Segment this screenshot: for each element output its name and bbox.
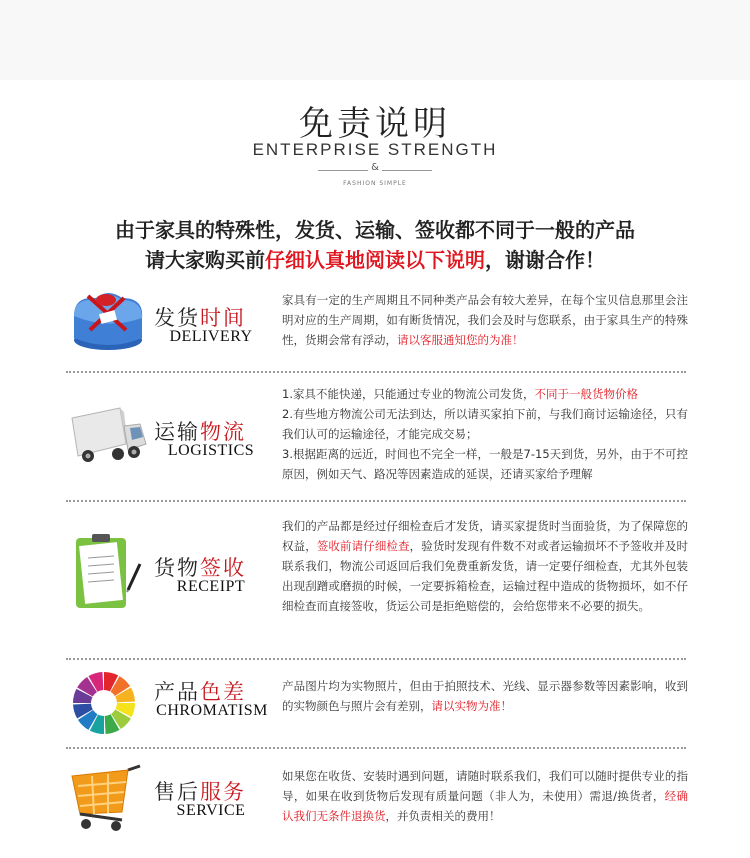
section-delivery-text <box>282 290 688 350</box>
page-title: 免责说明 <box>299 104 451 144</box>
section-chromatism <box>60 672 690 732</box>
section-logistics-cn-b: 物流 <box>200 420 246 444</box>
divider-line-right <box>382 170 432 171</box>
section-logistics <box>60 384 690 494</box>
top-banner-strip <box>0 0 750 80</box>
gift-box-icon <box>66 286 148 356</box>
chromatism-paragraph-red: 请以实物为准！ <box>431 699 512 713</box>
section-logistics-en-title: LOGISTICS <box>167 442 255 459</box>
separator <box>66 658 686 660</box>
section-delivery-cn-b: 时间 <box>200 306 246 330</box>
section-delivery-cn-a: 发货 <box>154 306 200 330</box>
receipt-paragraph-pre: 我们的产品都是经过仔细检查后才发货，请买家提货时当面验货，为了保障您的权益， <box>282 519 688 553</box>
section-receipt-text <box>282 516 688 616</box>
intro-line-2-pre: 请大家购买前 <box>145 248 265 272</box>
page-subtitle: ENTERPRISE STRENGTH <box>252 140 498 159</box>
section-delivery-en-title: DELIVERY <box>169 328 253 345</box>
section-receipt <box>60 516 690 646</box>
chromatism-paragraph: 产品图片均为实物照片，但由于拍照技术、光线、显示器参数等因素影响，收到的实物颜色与照片会有差别， <box>282 679 688 713</box>
delivery-paragraph: 家具有一定的生产周期且不同种类产品会有较大差异，在每个宝贝信息那里会注明对应的生产周期，如有断货情况，我们会及时与您联系，由于家具生产的特殊性，货期会常有浮动， <box>282 293 688 347</box>
separator <box>66 500 686 502</box>
receipt-paragraph-red: 签收前请仔细检查 <box>316 539 410 553</box>
ampersand-divider <box>0 162 750 178</box>
section-logistics-cn-a: 运输 <box>154 420 200 444</box>
service-paragraph-pre: 如果您在收货、安装时遇到问题，请随时联系我们，我们可以随时提供专业的指导，如果在收到货物后发现有质量问题（非人为，未使用）需退/换货者， <box>282 769 688 803</box>
section-receipt-en-title: RECEIPT <box>176 578 246 595</box>
section-service-cn-b: 服务 <box>200 780 246 804</box>
section-service <box>60 762 690 842</box>
receipt-paragraph-post: ，验货时发现有件数不对或者运输损坏不予签收并及时联系我们，物流公司返回后我们免费重新发货，请一定要仔细检查，尤其外包装出现刮蹭或磨损的时候，一定要拆箱检查，运输过程中造成的货物损坏，如不仔细检查而直接签收，货运公司是拒绝赔偿的，会给您带来不必要的损失。 <box>282 539 689 613</box>
delivery-paragraph-red: 请以客服通知您的为准！ <box>397 333 524 347</box>
section-chromatism-en-title: CHROMATISM <box>156 702 268 719</box>
logistics-item-1: 1.家具不能快递，只能通过专业的物流公司发货， <box>282 387 535 401</box>
intro-line-2-post: ，谢谢合作！ <box>485 248 605 272</box>
logistics-item-2: 2.有些地方物流公司无法到达，所以请买家拍下前，与我们商讨运输途径，只有我们认可的运输途径，才能完成交易； <box>282 407 688 441</box>
section-delivery <box>60 286 690 366</box>
clipboard-icon <box>66 532 148 618</box>
intro-line-2-highlight: 仔细认真地阅读以下说明 <box>265 248 485 272</box>
intro-line-1: 由于家具的特殊性，发货、运输、签收都不同于一般的产品 <box>115 218 635 242</box>
truck-icon <box>66 404 148 474</box>
section-chromatism-cn-b: 色差 <box>200 680 246 704</box>
section-service-cn-a: 售后 <box>154 780 200 804</box>
logistics-item-1-red: 不同于一般货物价格 <box>534 387 638 401</box>
section-chromatism-text <box>282 676 688 716</box>
intro-line-2 <box>0 244 750 273</box>
section-receipt-cn-a: 货物 <box>154 556 200 580</box>
separator <box>66 371 686 373</box>
section-chromatism-cn-a: 产品 <box>154 680 200 704</box>
section-receipt-cn-b: 签收 <box>200 556 246 580</box>
shopping-cart-icon <box>66 762 148 832</box>
tagline: FASHION SIMPLE <box>343 180 407 187</box>
logistics-item-3: 3.根据距离的远近，时间也不完全一样，一般是7-15天到货，另外，由于不可控原因，例如天气、路况等因素造成的延误，还请买家给予理解 <box>282 447 688 481</box>
service-paragraph-red: 经确认我们无条件退换货 <box>282 789 688 823</box>
ampersand-text: & <box>371 162 379 173</box>
section-logistics-text <box>282 384 688 484</box>
service-paragraph-post: ，并负责相关的费用！ <box>385 809 501 823</box>
separator <box>66 747 686 749</box>
color-wheel-icon <box>66 668 148 738</box>
section-service-en-title: SERVICE <box>176 802 246 819</box>
section-service-text <box>282 766 688 826</box>
